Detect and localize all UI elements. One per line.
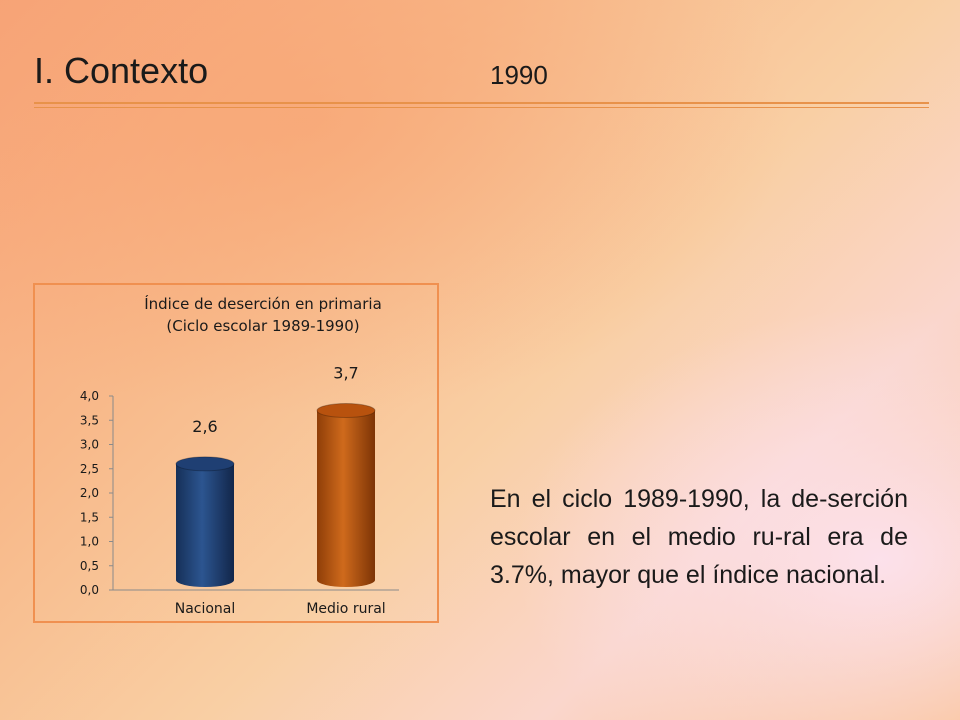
chart-title: Índice de deserción en primaria bbox=[144, 295, 382, 313]
bar-body bbox=[317, 411, 375, 587]
bar-top bbox=[176, 457, 234, 471]
bar-nacional bbox=[175, 417, 236, 617]
slide-title: I. Contexto bbox=[34, 50, 209, 91]
bar-body bbox=[176, 464, 234, 587]
y-tick-label: 2,5 bbox=[79, 461, 99, 476]
y-tick-label: 3,0 bbox=[79, 437, 99, 452]
y-tick-label: 4,0 bbox=[79, 389, 99, 403]
x-tick-label: Nacional bbox=[174, 601, 236, 617]
title-divider-thin bbox=[34, 107, 929, 108]
chart-subtitle: (Ciclo escolar 1989-1990) bbox=[166, 317, 360, 335]
y-tick-label: 0,5 bbox=[79, 558, 99, 573]
y-tick-label: 0,0 bbox=[79, 583, 99, 597]
slide-year: 1990 bbox=[490, 60, 548, 90]
y-tick-label: 1,5 bbox=[79, 510, 99, 525]
data-label: 3,7 bbox=[333, 363, 359, 383]
y-tick-label: 2,0 bbox=[79, 486, 99, 500]
body-text: En el ciclo 1989-1990, la de-serción escolar en el medio ru-ral era de 3.7%, mayor que el índice nacional. bbox=[490, 485, 908, 589]
bar-medio-rural bbox=[306, 364, 385, 617]
bar-chart bbox=[35, 285, 437, 621]
data-label: 2,6 bbox=[192, 416, 218, 436]
chart-frame bbox=[33, 283, 439, 623]
y-tick-label: 3,5 bbox=[79, 413, 99, 428]
x-tick-label: Medio rural bbox=[306, 601, 386, 617]
bar-top bbox=[317, 404, 375, 418]
y-tick-label: 1,0 bbox=[79, 534, 99, 549]
title-divider bbox=[34, 102, 929, 104]
